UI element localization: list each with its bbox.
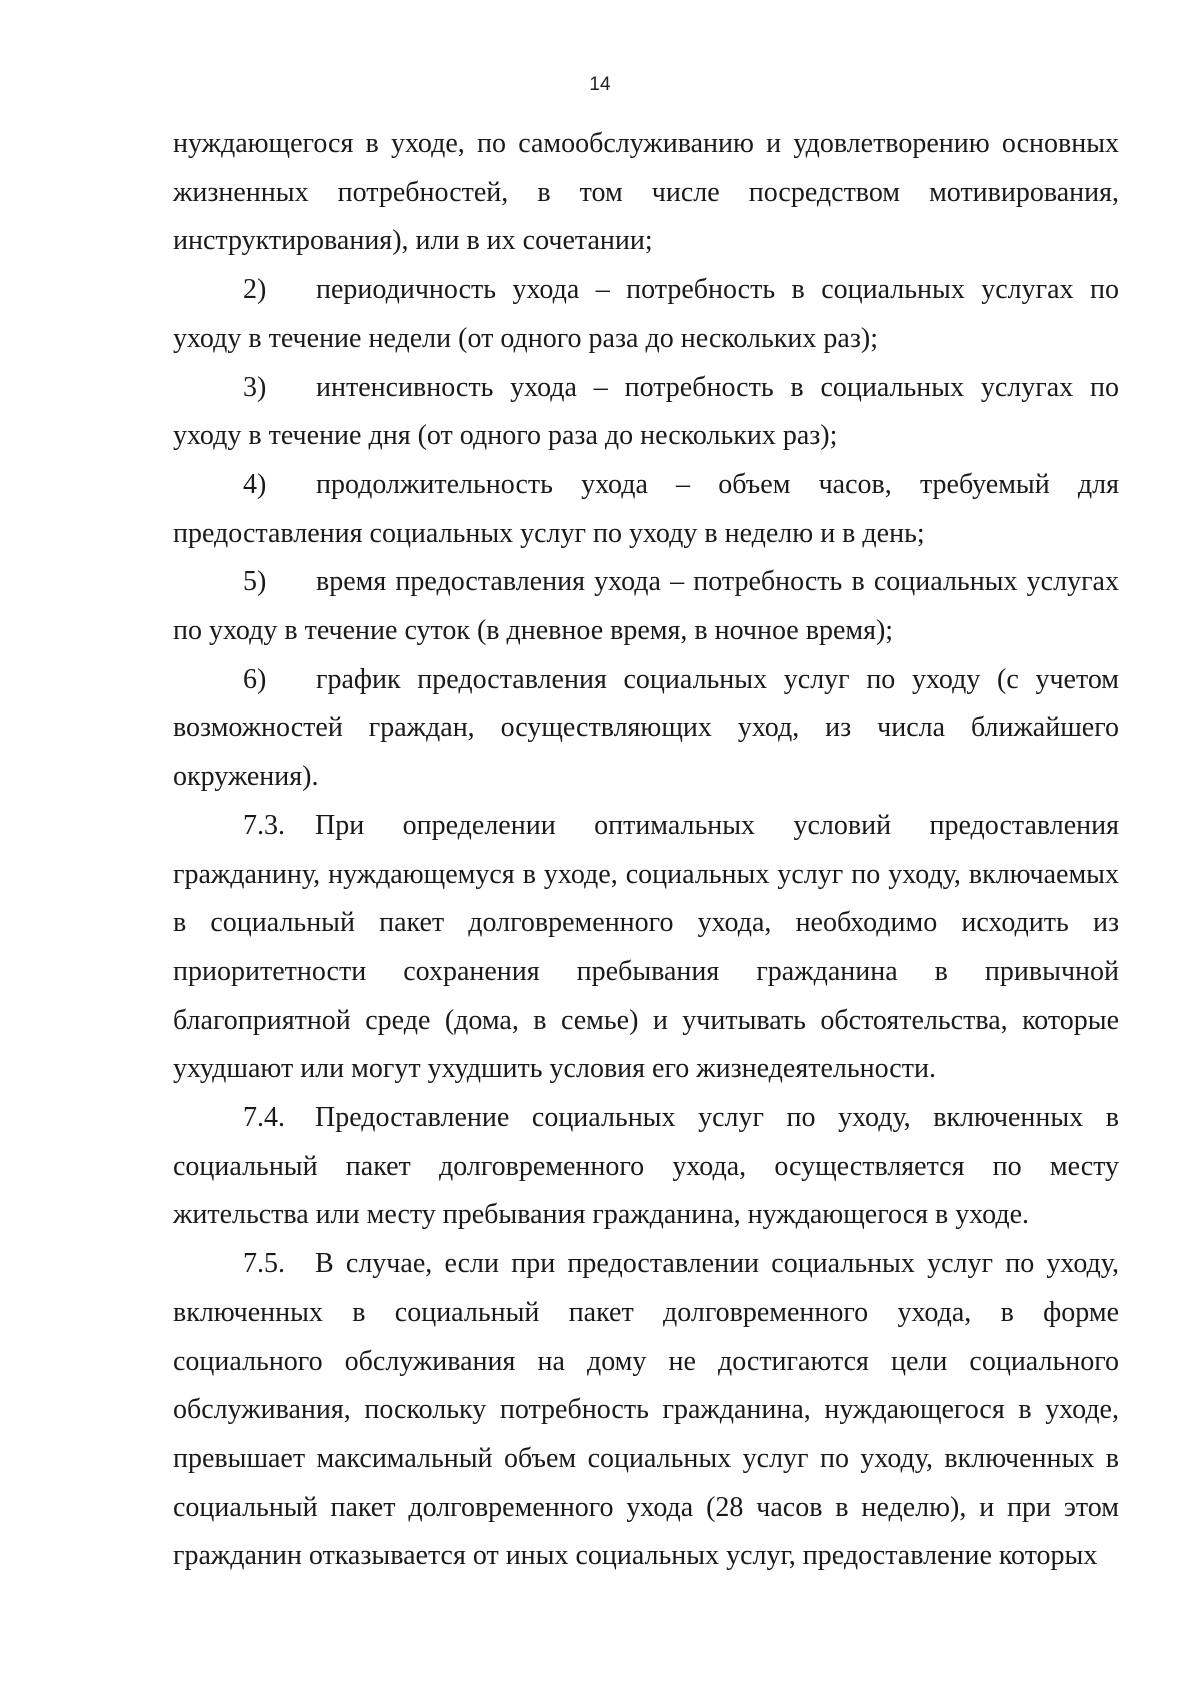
list-item-text: периодичность ухода – потребность в социальных услугах по уходу в течение недели (от одного раза до нескольких раз); [173,274,1119,354]
document-body [173,120,1119,1581]
list-item-2 [173,266,1119,363]
list-item-number: 6) [243,663,267,695]
clause-7-4 [173,1094,1119,1240]
list-item-5 [173,558,1119,655]
clause-7-3 [173,802,1119,1094]
list-item-text: интенсивность ухода – потребность в социальных услугах по уходу в течение дня (от одного раза до нескольких раз); [173,371,1119,452]
clause-number: 7.5. [243,1248,285,1280]
list-item-number: 3) [243,371,267,403]
paragraph-continuation [173,120,1119,266]
page-number: 14 [589,74,611,95]
clause-7-5 [173,1240,1119,1581]
clause-number: 7.3. [243,809,285,841]
list-item-6 [173,656,1119,802]
list-item-number: 5) [243,566,267,598]
list-item-4 [173,461,1119,558]
list-item-number: 4) [243,468,267,500]
list-item-3 [173,364,1119,461]
clause-text: При определении оптимальных условий предоставления гражданину, нуждающемуся в уходе, социальных услуг по уходу, включаемых в социальный пакет долговременного ухода, необходимо исходить из приоритетности сохранения пребывания гражданина в привычной благоприятной среде (дома, в семье) и учитывать обстоятельства, которые ухудшают или могут ухудшить условия его жизнедеятельности. [173,809,1119,1085]
clause-text: В случае, если при предоставлении социальных услуг по уходу, включенных в социальный пакет долговременного ухода, в форме социального обслуживания на дому не достигаются цели социального обслуживания, поскольку потребность гражданина, нуждающегося в уходе, превышает максимальный объем социальных услуг по уходу, включенных в социальный пакет долговременного ухода (28 часов в неделю), и при этом гражданин отказывается от иных социальных услуг, предоставление которых [173,1248,1119,1572]
list-item-number: 2) [243,274,267,306]
paragraph-text: нуждающегося в уходе, по самообслуживанию и удовлетворению основных жизненных потребностей, в том числе посредством мотивирования, инструктирования), или в их сочетании; [173,128,1119,257]
list-item-text: продолжительность ухода – объем часов, требуемый для предоставления социальных услуг по уходу в неделю и в день; [173,468,1119,549]
list-item-text: время предоставления ухода – потребность в социальных услугах по уходу в течение суток (в дневное время, в ночное время); [173,566,1119,647]
list-item-text: график предоставления социальных услуг по уходу (с учетом возможностей граждан, осуществляющих уход, из числа ближайшего окружения). [173,663,1119,793]
clause-number: 7.4. [243,1102,285,1134]
clause-text: Предоставление социальных услуг по уходу, включенных в социальный пакет долговременного ухода, осуществляется по месту жительства или месту пребывания гражданина, нуждающегося в уходе. [173,1102,1119,1231]
